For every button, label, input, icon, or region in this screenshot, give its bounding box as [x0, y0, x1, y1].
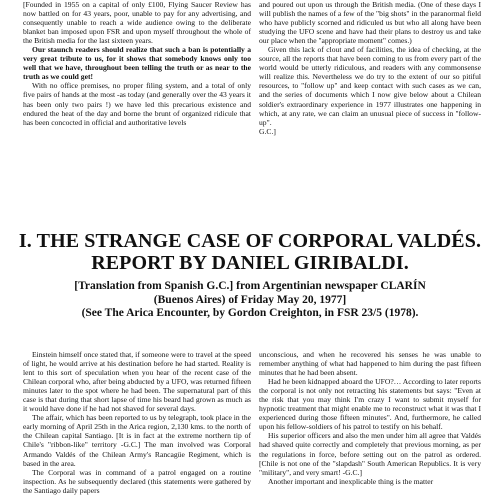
article-title-line-2: REPORT BY DANIEL GIRIBALDI.: [91, 252, 409, 274]
intro-paragraph-3: With no office premises, no proper filing system, and a total of only five pairs of hands at the most -as today (and generally over the 43 years it has been only two pairs !) we have led this precarious existence and endured the heat of the day and borne the brunt of organized ridicule that has been concocted in official and authoritative levels: [23, 81, 251, 127]
article-title-line-1: I. THE STRANGE CASE OF CORPORAL VALDÉS.: [18, 230, 482, 252]
article-column-right: [259, 350, 481, 486]
article-headline-block: [0, 230, 500, 321]
intro-paragraph-4: and poured out upon us through the British media. (One of these days I will publish the names of a few of the "big shots" in the paranormal field who have publicly scorned and ridiculed us but who all along have been studying the UFO scene and have had their plans to destroy us and take our place when the "appropriate moment" comes.): [259, 0, 481, 46]
article-paragraph-7: Another important and inexplicable thing is the matter: [268, 476, 434, 486]
article-paragraph-4: unconscious, and when he recovered his senses he was unable to remember anything of what had happened to him during the past fifteen minutes that he had been absent.: [259, 350, 481, 378]
editor-signature: G.C.]: [259, 126, 276, 136]
source-note-line-2: (Buenos Aires) of Friday May 20, 1977]: [153, 293, 347, 306]
intro-column-right: [259, 0, 481, 136]
article-paragraph-5: Had he been kidnapped aboard the UFO?… According to later reports the corporal is not only not retracting his statements but says: "Even at the risk that you may think I'm crazy I want to submit myself for hypnotic treatment that might enable me to reconstruct what it was that I experienced during those fifteen minutes". And, furthermore, he called upon his fellow-soldiers of his patrol to testify on his behalf.: [259, 377, 481, 432]
intro-paragraph-1: [Founded in 1955 on a capital of only £100, Flying Saucer Review has now battled on for 43 years, poor, unable to pay for any advertising, and consequently unable to reach a wide audience owing to the deliberate blanket ban imposed upon FSR and upon myself throughout the whole of the British media for the last sixteen years.: [23, 0, 251, 46]
article-paragraph-1: Einstein himself once stated that, if someone were to travel at the speed of light, he would arrive at his destination before he had started. Reality is lent to this sort of speculation when you hear of the recent case of the Chilean corporal who, after being abducted by a UFO, was returned fifteen minutes later to the spot where he had been. The supernatural part of this case is that during that short lapse of time his beard had grown as much as it would have done if he had not shaved for several days.: [23, 350, 251, 414]
intro-paragraph-2-bold: Our staunch readers should realize that such a ban is potentially a very great tribute to us, for it shows that somebody knows only too well that we have, throughout been telling the truth or as near to the truth as we could get!: [23, 45, 251, 82]
article-column-left: [23, 350, 251, 495]
article-paragraph-3: The Corporal was in command of a patrol engaged on a routine inspection. As he subsequently declared (this statements were gathered by the Santiago daily papers: [23, 467, 251, 495]
intro-column-left: [23, 0, 251, 127]
article-paragraph-6: His superior officers and also the men under him all agree that Valdés had shaved quite correctly and completely that previous morning, as per the regulations in force, before setting out on the patrol as ordered. [Chile is not one of the "slapdash" South American Republics. It is very "military", and very smart! -G.C.]: [259, 431, 481, 477]
source-note-line-1: [Translation from Spanish G.C.] from Argentinian newspaper CLARÍN: [74, 280, 426, 292]
intro-paragraph-5: Given this lack of clout and of facilities, the idea of checking, at the source, all the reports that have been coming to us from every part of the world would be utterly ridiculous, and readers with any commonsense will realize this. Nevertheless we do try to the extent of our so pitiful resources, to "follow up" and keep contact with such cases as we can, and the series of documents which I now give below about a Chilean soldier's extraordinary experience in 1977 illustrates one happening in which, at any rate, we can claim an unusual piece of success in "follow-up".: [259, 45, 481, 127]
article-paragraph-2: The affair, which has been reported to us by telegraph, took place in the early morning of April 25th in the Arica region, 2,130 kms. to the north of the Chilean capital Santiago. [It is in fact at the extreme northern tip of Chile's "ribbon-like" territory -G.C.] The man involved was Corporal Armando Valdés of the Chilean Army's Rancagüe Regiment, which is based in the area.: [23, 413, 251, 468]
source-note-line-3: (See The Arica Encounter, by Gordon Creighton, in FSR 23/5 (1978).: [81, 307, 419, 319]
